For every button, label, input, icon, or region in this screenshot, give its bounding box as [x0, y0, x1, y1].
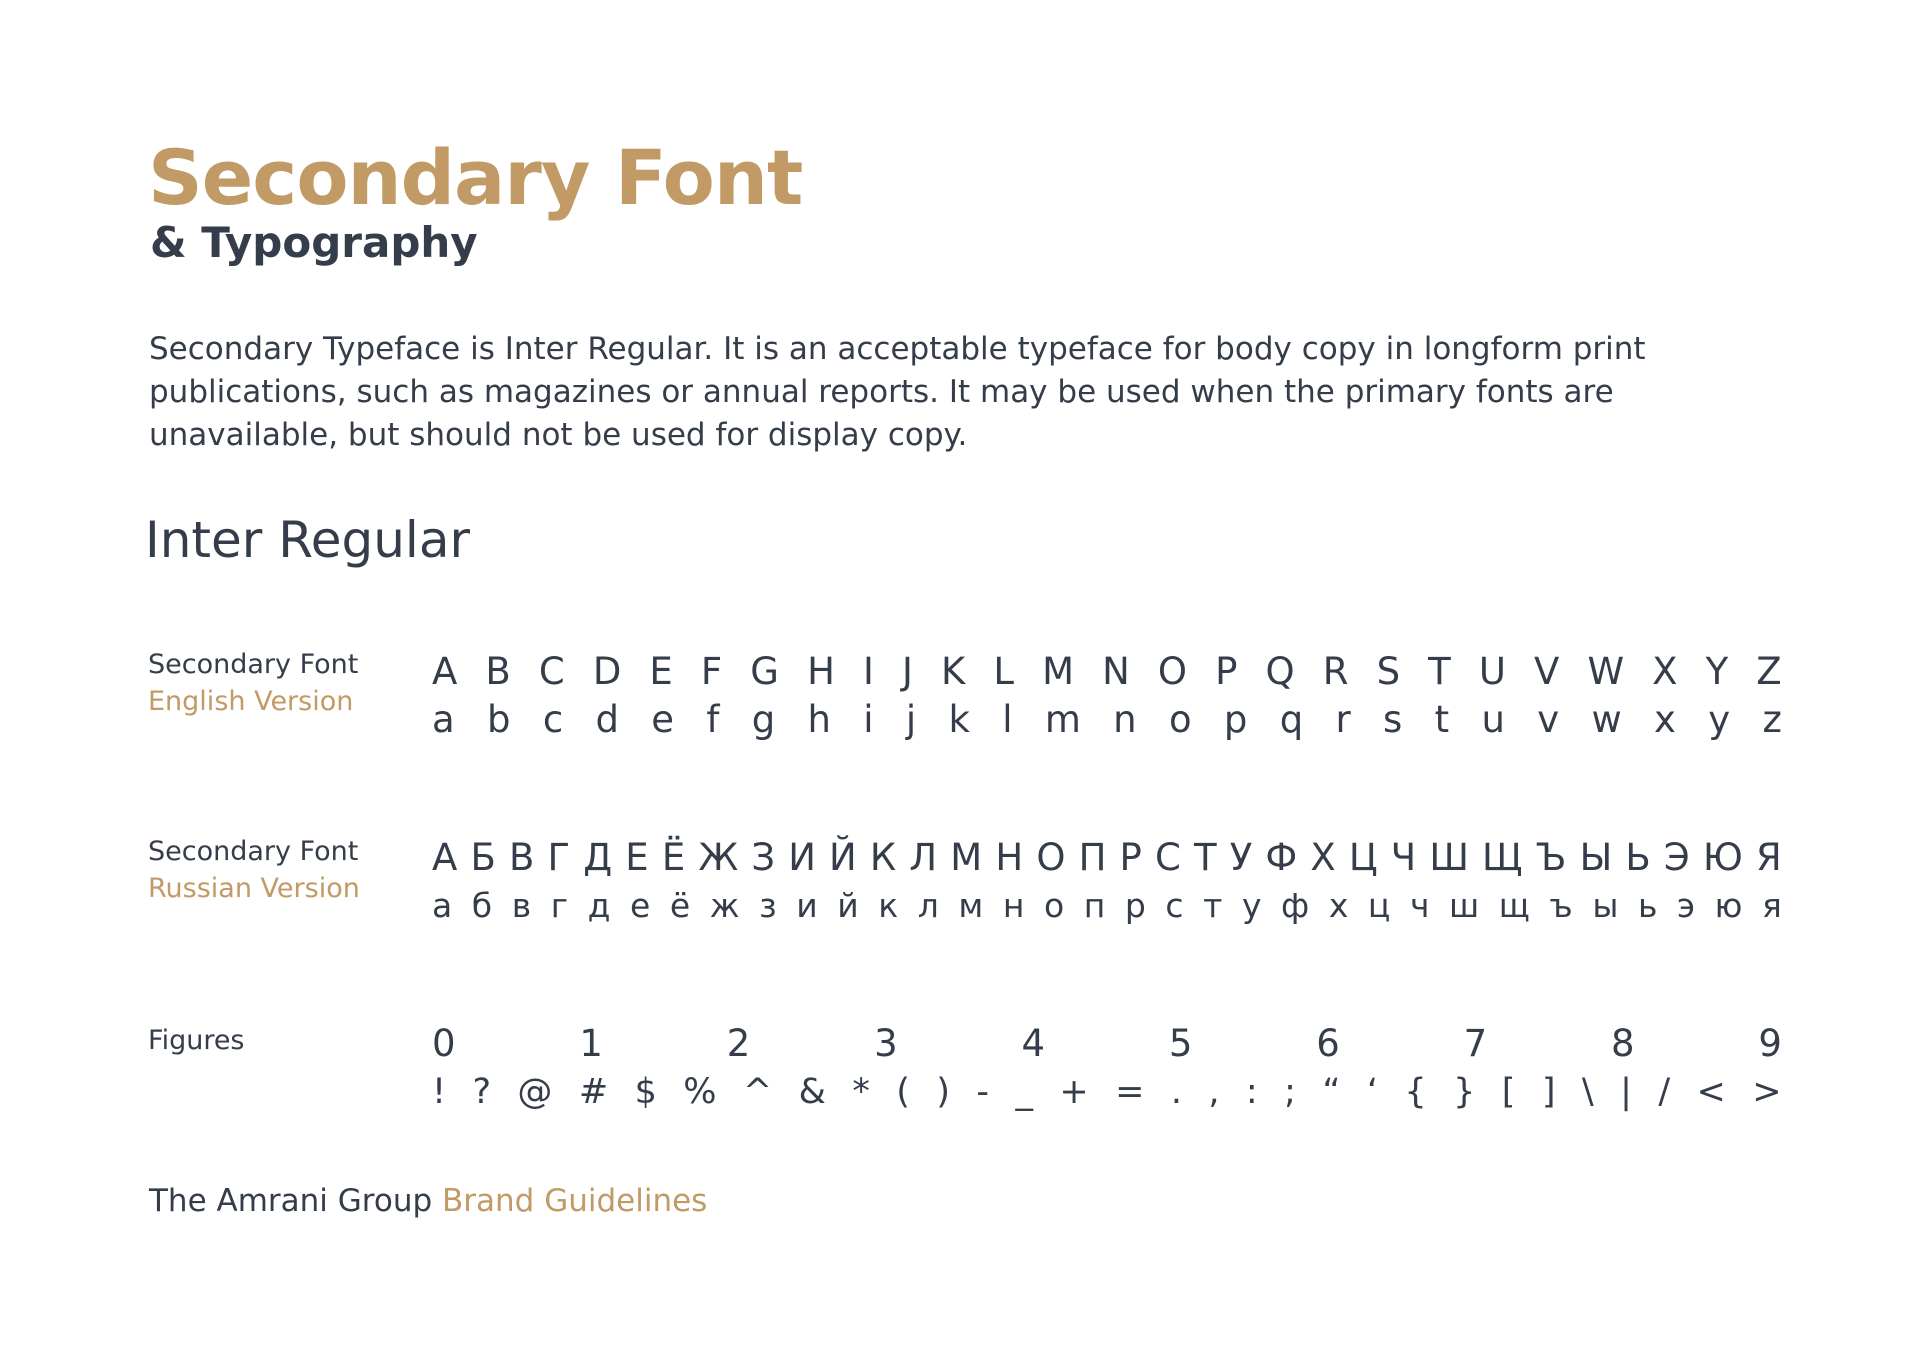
- english-lowercase-glyph: e: [651, 698, 675, 741]
- symbol-glyph: *: [852, 1072, 870, 1112]
- russian-lowercase-glyph: г: [550, 886, 569, 925]
- russian-uppercase-glyph: К: [869, 836, 897, 879]
- figures-symbols-row: [432, 1068, 1782, 1116]
- russian-lowercase-glyph: с: [1165, 886, 1184, 925]
- digit-glyph: 8: [1611, 1022, 1635, 1065]
- digit-glyph: 7: [1463, 1022, 1488, 1065]
- english-uppercase-glyph: A: [432, 650, 458, 693]
- russian-lowercase-glyph: ф: [1281, 886, 1310, 925]
- russian-uppercase-glyph: И: [788, 836, 816, 879]
- symbol-glyph: ^: [742, 1072, 773, 1112]
- russian-lowercase-glyph: ж: [709, 886, 740, 925]
- english-lowercase-glyph: p: [1223, 698, 1248, 741]
- english-lowercase-glyph: i: [863, 698, 874, 741]
- symbol-glyph: “: [1322, 1072, 1341, 1112]
- english-uppercase-glyph: U: [1478, 650, 1506, 693]
- english-uppercase-glyph: P: [1215, 650, 1238, 693]
- russian-lowercase-glyph: л: [917, 886, 939, 925]
- russian-lowercase-glyph: э: [1676, 886, 1696, 925]
- russian-uppercase-glyph: Ч: [1390, 836, 1417, 879]
- digit-glyph: 5: [1168, 1022, 1193, 1065]
- russian-uppercase-glyph: Й: [829, 836, 857, 879]
- russian-uppercase-glyph: А: [432, 836, 458, 879]
- english-uppercase-glyph: I: [862, 650, 874, 693]
- russian-lowercase-glyph: ч: [1409, 886, 1430, 925]
- russian-uppercase-glyph: Ь: [1625, 836, 1651, 879]
- english-uppercase-glyph: H: [807, 650, 835, 693]
- english-lowercase-glyph: y: [1708, 698, 1731, 741]
- russian-lowercase-glyph: ю: [1714, 886, 1743, 925]
- symbol-glyph: +: [1059, 1072, 1089, 1112]
- russian-uppercase-glyph: Е: [625, 836, 649, 879]
- russian-lowercase-glyph: ъ: [1549, 886, 1573, 925]
- russian-uppercase-glyph: Т: [1193, 836, 1217, 879]
- english-uppercase-glyph: N: [1102, 650, 1130, 693]
- russian-uppercase-glyph: Ю: [1702, 836, 1743, 879]
- symbol-glyph: ?: [472, 1072, 492, 1112]
- footer-document-title: Brand Guidelines: [442, 1183, 708, 1219]
- russian-lowercase-glyph: й: [837, 886, 859, 925]
- russian-uppercase-glyph: О: [1036, 836, 1066, 879]
- digit-glyph: 3: [874, 1022, 898, 1065]
- english-uppercase-glyph: F: [700, 650, 723, 693]
- russian-lowercase-glyph: щ: [1498, 886, 1530, 925]
- russian-uppercase-glyph: Ы: [1579, 836, 1613, 879]
- russian-uppercase-row: [432, 834, 1782, 882]
- english-lowercase-glyph: x: [1654, 698, 1676, 741]
- figures-digits-row: [432, 1020, 1782, 1068]
- english-uppercase-glyph: M: [1042, 650, 1075, 693]
- english-uppercase-glyph: Z: [1756, 650, 1782, 693]
- russian-lowercase-glyph: р: [1124, 886, 1146, 925]
- digit-glyph: 4: [1021, 1022, 1046, 1065]
- russian-lowercase-glyph: ё: [669, 886, 691, 925]
- russian-uppercase-glyph: Э: [1663, 836, 1690, 879]
- russian-lowercase-glyph: з: [759, 886, 777, 925]
- symbol-glyph: [: [1501, 1072, 1516, 1112]
- english-uppercase-glyph: Y: [1705, 650, 1729, 693]
- digit-glyph: 6: [1316, 1022, 1340, 1065]
- english-uppercase-glyph: R: [1322, 650, 1349, 693]
- russian-lowercase-glyph: ь: [1637, 886, 1658, 925]
- symbol-glyph: -: [976, 1072, 990, 1112]
- english-lowercase-glyph: n: [1113, 698, 1137, 741]
- english-uppercase-glyph: T: [1428, 650, 1451, 693]
- symbol-glyph: {: [1404, 1072, 1427, 1112]
- symbol-glyph: ]: [1541, 1072, 1556, 1112]
- english-uppercase-glyph: E: [649, 650, 673, 693]
- symbol-glyph: %: [683, 1072, 717, 1112]
- russian-lowercase-glyph: в: [511, 886, 532, 925]
- russian-uppercase-glyph: Щ: [1482, 836, 1523, 879]
- font-name-heading: Inter Regular: [145, 511, 471, 569]
- russian-lowercase-glyph: д: [587, 886, 611, 925]
- english-uppercase-glyph: B: [485, 650, 511, 693]
- english-uppercase-glyph: K: [941, 650, 966, 693]
- russian-uppercase-glyph: В: [508, 836, 535, 879]
- symbol-glyph: }: [1453, 1072, 1476, 1112]
- symbol-glyph: ): [936, 1072, 950, 1112]
- english-lowercase-glyph: j: [905, 698, 917, 741]
- russian-uppercase-glyph: Г: [547, 836, 571, 879]
- russian-uppercase-glyph: Б: [470, 836, 496, 879]
- symbol-glyph: #: [578, 1072, 609, 1112]
- russian-uppercase-glyph: Х: [1310, 836, 1336, 879]
- russian-lowercase-glyph: к: [878, 886, 899, 925]
- symbol-glyph: !: [432, 1072, 447, 1112]
- symbol-glyph: @: [517, 1072, 553, 1112]
- russian-uppercase-glyph: Ф: [1265, 836, 1298, 879]
- russian-uppercase-glyph: Д: [583, 836, 613, 879]
- english-lowercase-glyph: s: [1383, 698, 1403, 741]
- english-lowercase-glyph: d: [595, 698, 619, 741]
- symbol-glyph: :: [1245, 1072, 1258, 1112]
- figures-section-label: [148, 1022, 245, 1059]
- english-lowercase-row: [432, 696, 1782, 744]
- russian-uppercase-glyph: Р: [1119, 836, 1142, 879]
- symbol-glyph: >: [1752, 1072, 1782, 1112]
- russian-lowercase-glyph: и: [796, 886, 818, 925]
- english-lowercase-glyph: w: [1591, 698, 1622, 741]
- english-uppercase-glyph: V: [1534, 650, 1560, 693]
- russian-uppercase-glyph: З: [751, 836, 776, 879]
- english-uppercase-glyph: X: [1652, 650, 1678, 693]
- digit-glyph: 2: [726, 1022, 751, 1065]
- russian-lowercase-glyph: о: [1044, 886, 1065, 925]
- english-sublabel: English Version: [148, 686, 354, 717]
- russian-lowercase-glyph: т: [1203, 886, 1223, 925]
- english-lowercase-glyph: l: [1002, 698, 1013, 741]
- symbol-glyph: /: [1658, 1072, 1671, 1112]
- russian-lowercase-glyph: х: [1328, 886, 1349, 925]
- english-lowercase-glyph: h: [807, 698, 831, 741]
- russian-uppercase-glyph: Ш: [1429, 836, 1469, 879]
- intro-paragraph: Secondary Typeface is Inter Regular. It is an acceptable typeface for body copy in longform print publications, such as magazines or annual reports. It may be used when the primary fonts are unavailable, but should not be used for display copy.: [149, 331, 1646, 453]
- russian-lowercase-glyph: п: [1083, 886, 1106, 925]
- english-lowercase-glyph: m: [1044, 698, 1081, 741]
- symbol-glyph: $: [634, 1072, 657, 1112]
- english-lowercase-glyph: o: [1168, 698, 1192, 741]
- russian-uppercase-glyph: Л: [909, 836, 938, 879]
- digit-glyph: 0: [432, 1022, 456, 1065]
- russian-uppercase-glyph: Я: [1756, 836, 1782, 879]
- english-uppercase-glyph: D: [592, 650, 622, 693]
- russian-uppercase-glyph: П: [1078, 836, 1107, 879]
- symbol-glyph: =: [1115, 1072, 1145, 1112]
- english-section-label: [148, 646, 358, 720]
- symbol-glyph: ,: [1208, 1072, 1220, 1112]
- russian-lowercase-glyph: ш: [1449, 886, 1480, 925]
- russian-uppercase-glyph: М: [950, 836, 983, 879]
- russian-lowercase-glyph: у: [1241, 886, 1262, 925]
- english-uppercase-row: [432, 648, 1782, 696]
- russian-lowercase-glyph: е: [630, 886, 651, 925]
- english-lowercase-glyph: c: [542, 698, 564, 741]
- russian-lowercase-glyph: а: [432, 886, 453, 925]
- english-lowercase-glyph: k: [948, 698, 970, 741]
- page-subtitle: & Typography: [150, 218, 478, 267]
- figures-label: Figures: [148, 1025, 245, 1056]
- english-lowercase-glyph: f: [706, 698, 720, 741]
- symbol-glyph: .: [1170, 1072, 1182, 1112]
- symbol-glyph: &: [798, 1072, 826, 1112]
- english-uppercase-glyph: S: [1376, 650, 1401, 693]
- page-title: Secondary Font: [148, 133, 803, 222]
- russian-uppercase-glyph: С: [1155, 836, 1181, 879]
- russian-lowercase-glyph: ц: [1367, 886, 1391, 925]
- english-uppercase-glyph: L: [993, 650, 1014, 693]
- russian-sublabel: Russian Version: [148, 873, 360, 904]
- english-lowercase-glyph: u: [1481, 698, 1505, 741]
- russian-lowercase-glyph: б: [471, 886, 493, 925]
- english-lowercase-glyph: t: [1434, 698, 1450, 741]
- symbol-glyph: \: [1581, 1072, 1594, 1112]
- russian-label: Secondary Font: [148, 836, 359, 867]
- english-lowercase-glyph: z: [1762, 698, 1782, 741]
- russian-lowercase-glyph: ы: [1592, 886, 1619, 925]
- english-lowercase-glyph: r: [1335, 698, 1351, 741]
- english-uppercase-glyph: O: [1157, 650, 1188, 693]
- russian-uppercase-glyph: Ц: [1348, 836, 1378, 879]
- russian-uppercase-glyph: Ё: [661, 836, 686, 879]
- russian-lowercase-glyph: я: [1761, 886, 1782, 925]
- digit-glyph: 1: [579, 1022, 603, 1065]
- english-label: Secondary Font: [148, 649, 359, 680]
- russian-lowercase-row: [432, 882, 1782, 930]
- english-uppercase-glyph: G: [750, 650, 779, 693]
- symbol-glyph: (: [896, 1072, 910, 1112]
- russian-uppercase-glyph: Ж: [698, 836, 739, 879]
- english-lowercase-glyph: q: [1279, 698, 1304, 741]
- english-lowercase-glyph: g: [751, 698, 776, 741]
- english-uppercase-glyph: Q: [1265, 650, 1295, 693]
- russian-lowercase-glyph: м: [958, 886, 984, 925]
- english-uppercase-glyph: C: [538, 650, 565, 693]
- symbol-glyph: ;: [1284, 1072, 1296, 1112]
- english-lowercase-glyph: a: [432, 698, 455, 741]
- russian-section-label: [148, 833, 360, 907]
- russian-uppercase-glyph: Н: [995, 836, 1024, 879]
- symbol-glyph: _: [1015, 1072, 1033, 1112]
- footer-company: The Amrani Group: [149, 1183, 433, 1219]
- russian-uppercase-glyph: Ъ: [1535, 836, 1567, 879]
- digit-glyph: 9: [1758, 1022, 1782, 1065]
- english-uppercase-glyph: J: [902, 650, 913, 693]
- english-lowercase-glyph: b: [487, 698, 511, 741]
- english-uppercase-glyph: W: [1587, 650, 1625, 693]
- russian-uppercase-glyph: У: [1229, 836, 1253, 879]
- symbol-glyph: |: [1620, 1072, 1632, 1112]
- symbol-glyph: <: [1696, 1072, 1726, 1112]
- symbol-glyph: ‘: [1366, 1072, 1378, 1112]
- footer: [149, 1180, 707, 1222]
- english-lowercase-glyph: v: [1537, 698, 1560, 741]
- russian-lowercase-glyph: н: [1002, 886, 1025, 925]
